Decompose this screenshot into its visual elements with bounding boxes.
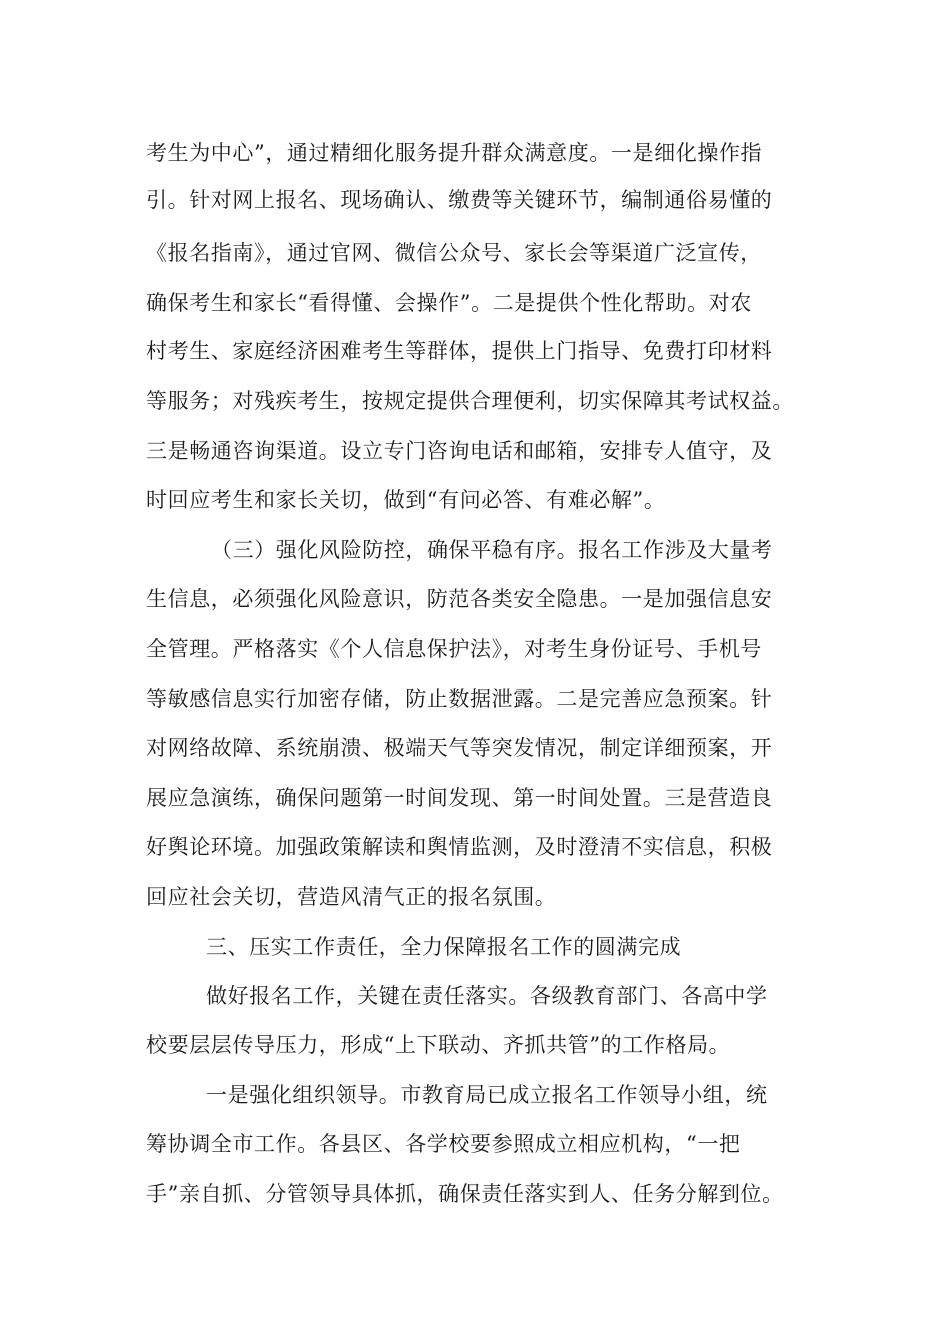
text-line: 确保考生和家长“看得懂、会操作”。二是提供个性化帮助。对农 (146, 291, 752, 315)
text-line: 考生为中心”，通过精细化服务提升群众满意度。一是细化操作指 (146, 141, 763, 165)
paragraph-start: 一是强化组织领导。市教育局已成立报名工作领导小组，统 (206, 1083, 768, 1107)
text-line: 时回应考生和家长关切，做到“有问必答、有难必解”。 (146, 488, 666, 512)
text-line: 三是畅通咨询渠道。设立专门咨询电话和邮箱，安排专人值守，及 (146, 439, 773, 463)
section-heading-3: （三）强化风险防控，确保平稳有序。报名工作涉及大量考 (211, 538, 773, 562)
paragraph-start: 做好报名工作，关键在责任落实。各级教育部门、各高中学 (206, 984, 768, 1008)
text-line: 手”亲自抓、分管领导具体抓，确保责任落实到人、任务分解到位。 (146, 1182, 784, 1206)
text-line: 展应急演练，确保问题第一时间发现、第一时间处置。三是营造良 (146, 786, 773, 810)
text-line: 对网络故障、系统崩溃、极端天气等突发情况，制定详细预案，开 (146, 736, 773, 760)
text-line: 《报名指南》，通过官网、微信公众号、家长会等渠道广泛宣传， (146, 241, 762, 265)
text-line: 引。针对网上报名、现场确认、缴费等关键环节，编制通俗易懂的 (146, 188, 773, 212)
text-line: 筹协调全市工作。各县区、各学校要参照成立相应机构，“一把 (146, 1132, 741, 1156)
text-line: 生信息，必须强化风险意识，防范各类安全隐患。一是加强信息安 (146, 587, 773, 611)
text-line: 等服务；对残疾考生，按规定提供合理便利，切实保障其考试权益。 (146, 389, 794, 413)
text-line: 校要层层传导压力，形成“上下联动、齐抓共管”的工作格局。 (146, 1033, 731, 1057)
text-line: 等敏感信息实行加密存储，防止数据泄露。二是完善应急预案。针 (146, 687, 773, 711)
text-line: 全管理。严格落实《个人信息保护法》，对考生身份证号、手机号 (146, 637, 762, 661)
text-line: 回应社会关切，营造风清气正的报名氛围。 (146, 885, 557, 909)
text-line: 村考生、家庭经济困难考生等群体，提供上门指导、免费打印材料 (146, 339, 773, 363)
chapter-heading: 三、压实工作责任，全力保障报名工作的圆满完成 (206, 935, 682, 959)
text-line: 好舆论环境。加强政策解读和舆情监测，及时澄清不实信息，积极 (146, 835, 773, 859)
